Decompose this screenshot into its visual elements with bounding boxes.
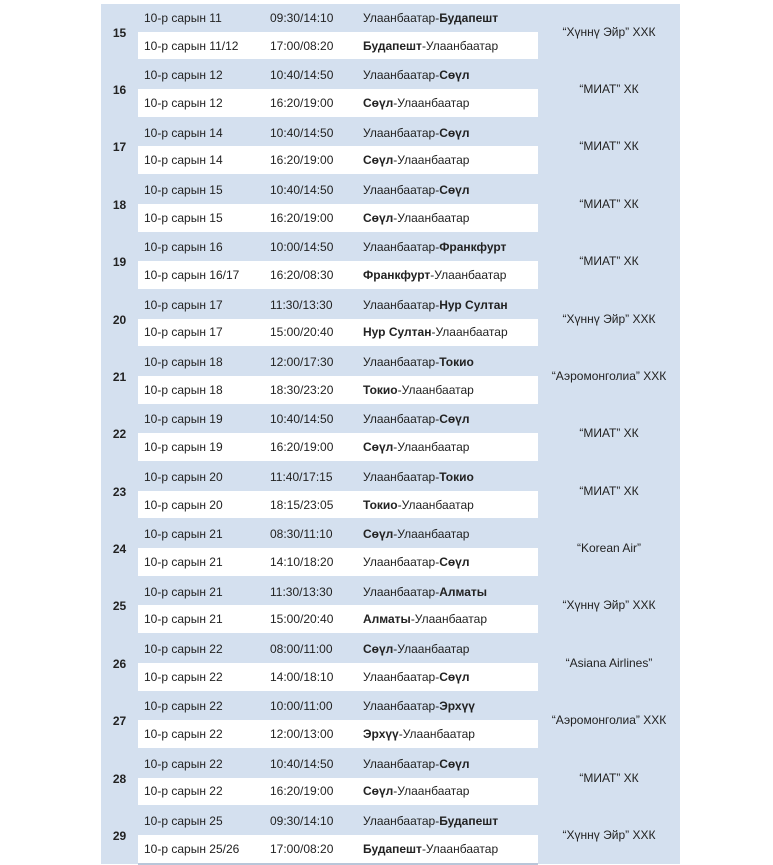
route-origin: -Улаанбаатар <box>398 727 475 742</box>
airline-name: “МИАТ” ХК <box>538 60 680 117</box>
flight-date: 10-р сарын 17 <box>138 319 270 348</box>
flight-date: 10-р сарын 22 <box>138 692 270 721</box>
flight-time: 17:00/08:20 <box>270 32 363 61</box>
route-origin: Улаанбаатар- <box>363 814 440 829</box>
flight-number: 22 <box>101 405 138 462</box>
flight-number: 27 <box>101 692 138 749</box>
route-destination: Сөүл <box>439 125 470 140</box>
route-destination: Сөүл <box>439 554 470 569</box>
flight-row <box>101 233 680 262</box>
route-origin: -Улаанбаатар <box>421 841 499 856</box>
flight-route <box>363 548 538 577</box>
flight-route <box>363 4 538 32</box>
flight-date: 10-р сарын 21 <box>138 577 270 606</box>
airline-name: “МИАТ” ХК <box>538 462 680 519</box>
flight-route <box>363 233 538 262</box>
route-origin: Улаанбаатар- <box>363 669 440 684</box>
flight-time: 14:10/18:20 <box>270 548 363 577</box>
flight-date: 10-р сарын 22 <box>138 749 270 778</box>
flight-route <box>363 835 538 864</box>
flight-date: 10-р сарын 11/12 <box>138 32 270 61</box>
route-destination: Сөүл <box>363 440 394 455</box>
flight-route <box>363 405 538 434</box>
flight-time: 08:00/11:00 <box>270 634 363 663</box>
flight-route <box>363 749 538 778</box>
flight-route <box>363 261 538 290</box>
flight-date: 10-р сарын 14 <box>138 118 270 147</box>
route-origin: -Улаанбаатар <box>393 440 470 455</box>
flight-route <box>363 290 538 319</box>
flight-number: 17 <box>101 118 138 175</box>
flight-date: 10-р сарын 18 <box>138 376 270 405</box>
flight-row <box>101 175 680 204</box>
route-destination: Сөүл <box>439 756 470 771</box>
route-origin: Улаанбаатар- <box>363 240 440 255</box>
airline-name: “Аэромонголиа” ХХК <box>538 347 680 404</box>
flight-route <box>363 462 538 491</box>
airline-name: “Хүннү Эйр” ХХК <box>538 290 680 347</box>
flight-time: 16:20/08:30 <box>270 261 363 290</box>
flight-row <box>101 290 680 319</box>
flight-number: 25 <box>101 577 138 634</box>
flight-route <box>363 347 538 376</box>
flight-time: 12:00/17:30 <box>270 347 363 376</box>
route-origin: Улаанбаатар- <box>363 10 440 25</box>
flight-row <box>101 60 680 89</box>
flight-number: 20 <box>101 290 138 347</box>
flight-route <box>363 146 538 175</box>
airline-name: “Хүннү Эйр” ХХК <box>538 806 680 863</box>
flight-route <box>363 605 538 634</box>
route-origin: -Улаанбаатар <box>421 38 499 53</box>
flight-row <box>101 462 680 491</box>
route-destination: Сөүл <box>363 210 394 225</box>
route-origin: -Улаанбаатар <box>393 153 470 168</box>
flight-row <box>101 692 680 721</box>
route-destination: Будапешт <box>439 814 499 829</box>
route-origin: -Улаанбаатар <box>393 95 470 110</box>
route-destination: Сөүл <box>363 95 394 110</box>
flight-route <box>363 491 538 520</box>
flight-route <box>363 175 538 204</box>
flight-date: 10-р сарын 16 <box>138 233 270 262</box>
flight-time: 09:30/14:10 <box>270 806 363 835</box>
flight-route <box>363 118 538 147</box>
flight-route <box>363 692 538 721</box>
flight-route <box>363 778 538 807</box>
flight-time: 12:00/13:00 <box>270 720 363 749</box>
flight-row <box>101 405 680 434</box>
route-destination: Сөүл <box>363 784 394 799</box>
route-destination: Будапешт <box>439 10 499 25</box>
flight-date: 10-р сарын 19 <box>138 433 270 462</box>
route-origin: -Улаанбаатар <box>393 641 470 656</box>
flight-route <box>363 720 538 749</box>
flight-time: 17:00/08:20 <box>270 835 363 864</box>
route-destination: Будапешт <box>363 38 422 53</box>
route-origin: Улаанбаатар- <box>363 125 440 140</box>
route-destination: Эрхүү <box>363 727 399 742</box>
route-origin: Улаанбаатар- <box>363 297 440 312</box>
flight-row <box>101 749 680 778</box>
route-destination: Сөүл <box>439 412 470 427</box>
route-destination: Нур Султан <box>439 297 508 312</box>
flight-route <box>363 519 538 548</box>
flight-row <box>101 634 680 663</box>
flight-time: 18:15/23:05 <box>270 491 363 520</box>
flight-date: 10-р сарын 11 <box>138 4 270 32</box>
flight-time: 08:30/11:10 <box>270 519 363 548</box>
flight-route <box>363 204 538 233</box>
flight-date: 10-р сарын 16/17 <box>138 261 270 290</box>
flight-time: 16:20/19:00 <box>270 89 363 118</box>
flight-schedule-table <box>101 4 680 865</box>
flight-number: 26 <box>101 634 138 691</box>
route-destination: Эрхүү <box>439 699 475 714</box>
flight-date: 10-р сарын 21 <box>138 548 270 577</box>
flight-time: 16:20/19:00 <box>270 204 363 233</box>
flight-number: 18 <box>101 175 138 232</box>
flight-time: 10:40/14:50 <box>270 749 363 778</box>
flight-number: 23 <box>101 462 138 519</box>
route-destination: Сөүл <box>439 182 470 197</box>
flight-date: 10-р сарын 21 <box>138 605 270 634</box>
flight-route <box>363 663 538 692</box>
flight-route <box>363 60 538 89</box>
route-destination: Алматы <box>439 584 487 599</box>
flight-number: 24 <box>101 519 138 576</box>
flight-route <box>363 319 538 348</box>
route-origin: Улаанбаатар- <box>363 412 440 427</box>
flight-date: 10-р сарын 14 <box>138 146 270 175</box>
flight-date: 10-р сарын 22 <box>138 663 270 692</box>
flight-number: 28 <box>101 749 138 806</box>
flight-row <box>101 118 680 147</box>
route-destination: Сөүл <box>363 527 394 542</box>
flight-time: 15:00/20:40 <box>270 319 363 348</box>
flight-date: 10-р сарын 20 <box>138 491 270 520</box>
flight-time: 15:00/20:40 <box>270 605 363 634</box>
flight-date: 10-р сарын 12 <box>138 60 270 89</box>
airline-name: “МИАТ” ХК <box>538 175 680 232</box>
route-origin: -Улаанбаатар <box>393 210 470 225</box>
flight-row <box>101 519 680 548</box>
flight-route <box>363 376 538 405</box>
flight-row <box>101 806 680 835</box>
flight-date: 10-р сарын 18 <box>138 347 270 376</box>
route-destination: Сөүл <box>363 641 394 656</box>
airline-name: “МИАТ” ХК <box>538 749 680 806</box>
flight-route <box>363 433 538 462</box>
route-origin: Улаанбаатар- <box>363 554 440 569</box>
flight-time: 16:20/19:00 <box>270 778 363 807</box>
route-destination: Сөүл <box>439 669 470 684</box>
route-destination: Алматы <box>363 612 411 627</box>
flight-date: 10-р сарын 15 <box>138 204 270 233</box>
flight-time: 10:00/11:00 <box>270 692 363 721</box>
route-destination: Сөүл <box>439 68 470 83</box>
route-destination: Токио <box>439 355 474 370</box>
route-destination: Нур Султан <box>363 325 432 340</box>
route-destination: Франкфурт <box>439 240 507 255</box>
airline-name: “МИАТ” ХК <box>538 405 680 462</box>
flight-row <box>101 577 680 606</box>
route-destination: Токио <box>439 469 474 484</box>
route-destination: Токио <box>363 382 398 397</box>
route-origin: Улаанбаатар- <box>363 355 440 370</box>
flight-number: 19 <box>101 233 138 290</box>
route-origin: Улаанбаатар- <box>363 699 440 714</box>
flight-date: 10-р сарын 22 <box>138 778 270 807</box>
flight-date: 10-р сарын 12 <box>138 89 270 118</box>
airline-name: “Korean Air” <box>538 519 680 576</box>
flight-route <box>363 89 538 118</box>
flight-date: 10-р сарын 17 <box>138 290 270 319</box>
route-origin: Улаанбаатар- <box>363 182 440 197</box>
flight-schedule-body <box>101 4 680 864</box>
flight-route <box>363 32 538 61</box>
flight-number: 29 <box>101 806 138 863</box>
flight-date: 10-р сарын 22 <box>138 720 270 749</box>
flight-date: 10-р сарын 15 <box>138 175 270 204</box>
flight-row <box>101 347 680 376</box>
flight-route <box>363 806 538 835</box>
route-origin: -Улаанбаатар <box>431 325 508 340</box>
flight-date: 10-р сарын 25/26 <box>138 835 270 864</box>
route-origin: Улаанбаатар- <box>363 469 440 484</box>
airline-name: “МИАТ” ХК <box>538 118 680 175</box>
flight-time: 09:30/14:10 <box>270 4 363 32</box>
route-origin: -Улаанбаатар <box>410 612 487 627</box>
airline-name: “МИАТ” ХК <box>538 233 680 290</box>
flight-date: 10-р сарын 20 <box>138 462 270 491</box>
flight-time: 10:40/14:50 <box>270 405 363 434</box>
flight-time: 10:40/14:50 <box>270 60 363 89</box>
route-origin: Улаанбаатар- <box>363 68 440 83</box>
route-origin: -Улаанбаатар <box>397 382 474 397</box>
route-origin: -Улаанбаатар <box>430 268 507 283</box>
route-origin: Улаанбаатар- <box>363 584 440 599</box>
route-destination: Будапешт <box>363 841 422 856</box>
route-destination: Сөүл <box>363 153 394 168</box>
route-destination: Токио <box>363 497 398 512</box>
flight-time: 16:20/19:00 <box>270 146 363 175</box>
flight-date: 10-р сарын 19 <box>138 405 270 434</box>
flight-number: 16 <box>101 60 138 117</box>
flight-date: 10-р сарын 25 <box>138 806 270 835</box>
flight-time: 10:40/14:50 <box>270 118 363 147</box>
flight-time: 14:00/18:10 <box>270 663 363 692</box>
flight-time: 10:00/14:50 <box>270 233 363 262</box>
airline-name: “Asiana Airlines” <box>538 634 680 691</box>
flight-number: 15 <box>101 4 138 60</box>
flight-route <box>363 634 538 663</box>
route-destination: Франкфурт <box>363 268 431 283</box>
flight-time: 11:30/13:30 <box>270 290 363 319</box>
flight-time: 16:20/19:00 <box>270 433 363 462</box>
route-origin: -Улаанбаатар <box>397 497 474 512</box>
flight-route <box>363 577 538 606</box>
flight-time: 18:30/23:20 <box>270 376 363 405</box>
flight-time: 11:30/13:30 <box>270 577 363 606</box>
flight-number: 21 <box>101 347 138 404</box>
flight-time: 11:40/17:15 <box>270 462 363 491</box>
airline-name: “Хүннү Эйр” ХХК <box>538 577 680 634</box>
airline-name: “Хүннү Эйр” ХХК <box>538 4 680 60</box>
route-origin: -Улаанбаатар <box>393 527 470 542</box>
flight-time: 10:40/14:50 <box>270 175 363 204</box>
route-origin: -Улаанбаатар <box>393 784 470 799</box>
route-origin: Улаанбаатар- <box>363 756 440 771</box>
flight-date: 10-р сарын 22 <box>138 634 270 663</box>
flight-row <box>101 4 680 32</box>
airline-name: “Аэромонголиа” ХХК <box>538 692 680 749</box>
flight-date: 10-р сарын 21 <box>138 519 270 548</box>
